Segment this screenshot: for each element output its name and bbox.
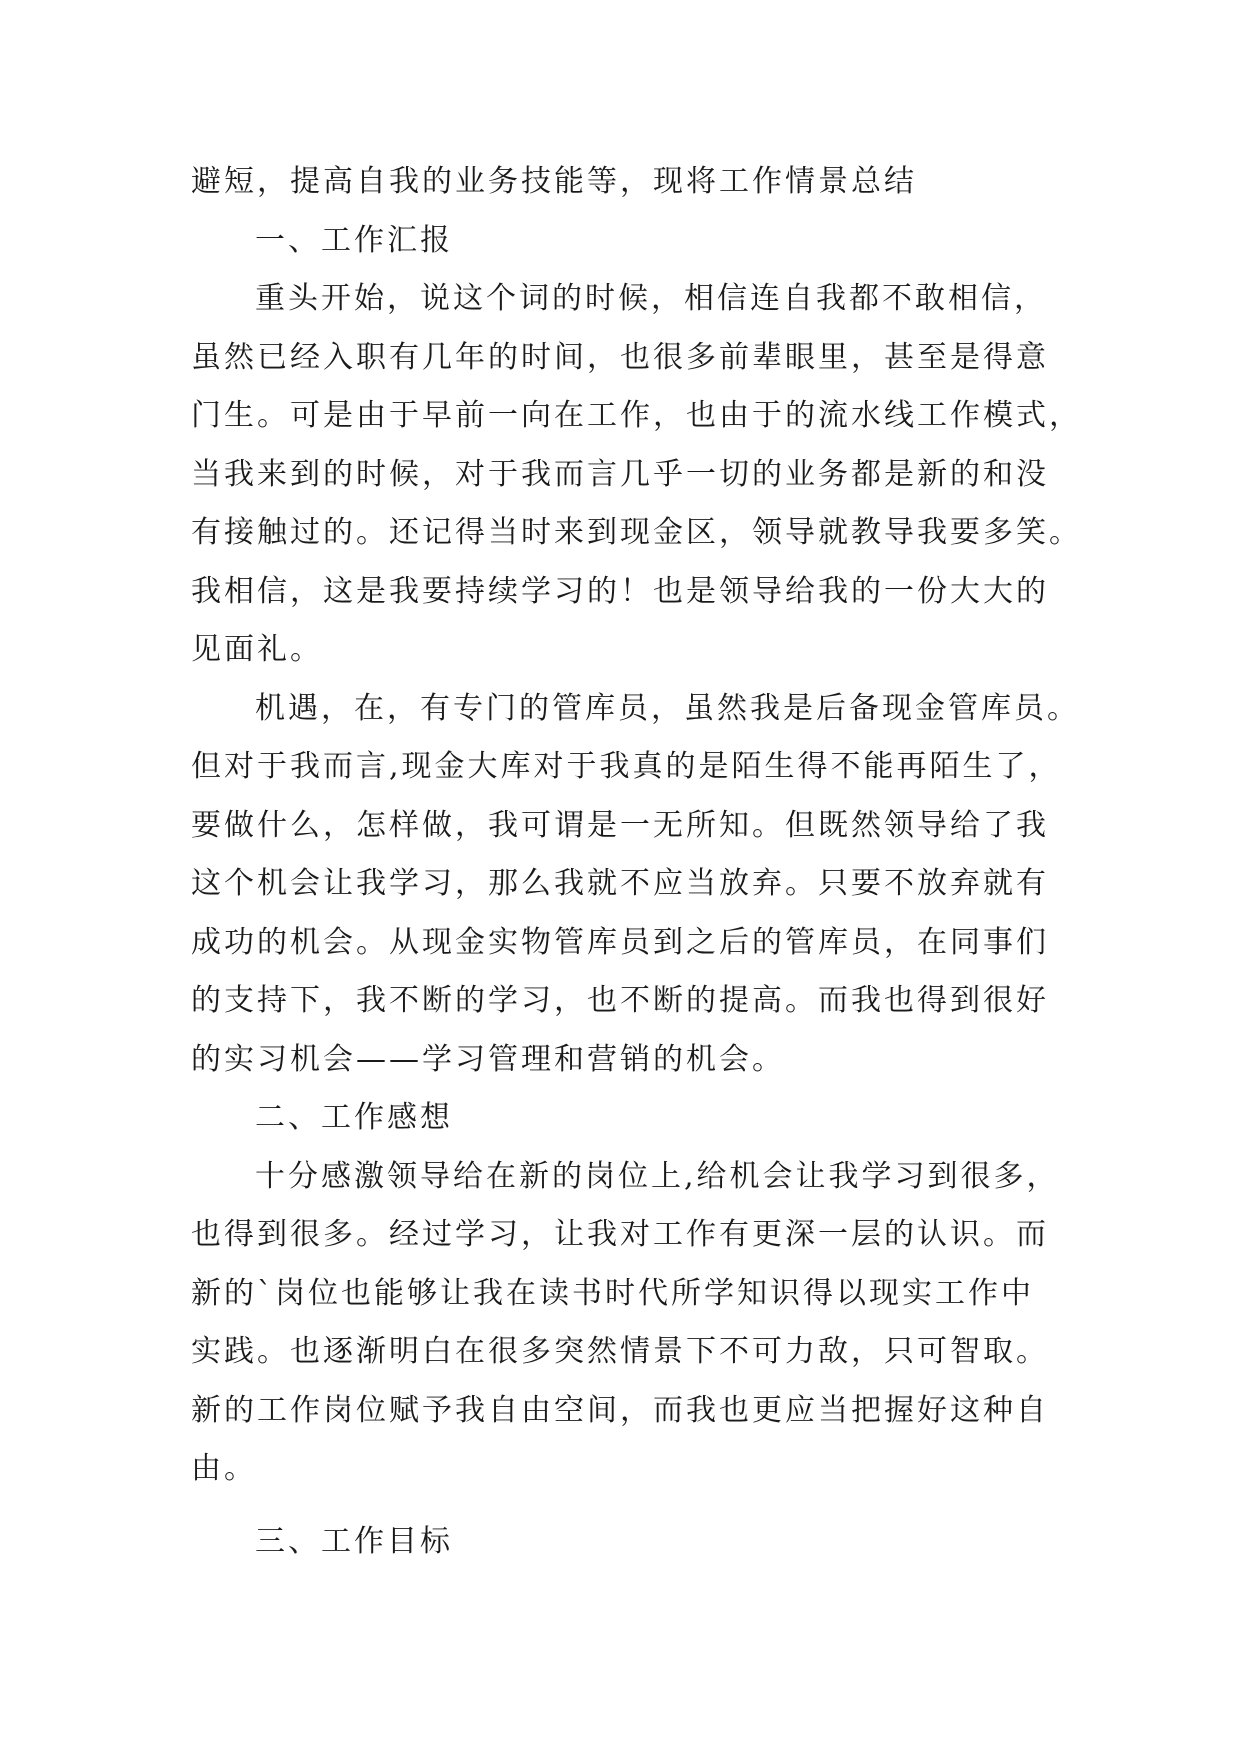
paragraph-line: 门生。可是由于早前一向在工作，也由于的流水线工作模式， xyxy=(191,398,1082,433)
paragraph-line: 我相信，这是我要持续学习的！也是领导给我的一份大大的 xyxy=(191,573,1049,609)
paragraph-line: 十分感激领导给在新的岗位上,给机会让我学习到很多， xyxy=(255,1158,1060,1194)
paragraph-line: 机遇，在，有专门的管库员，虽然我是后备现金管库员。 xyxy=(255,690,1080,726)
paragraph-line: 由。 xyxy=(191,1451,257,1486)
section-heading: 二、工作感想 xyxy=(255,1100,453,1135)
paragraph-line: 避短，提高自我的业务技能等，现将工作情景总结 xyxy=(191,164,917,199)
paragraph-line: 当我来到的时候，对于我而言几乎一切的业务都是新的和没 xyxy=(191,456,1049,492)
paragraph-line: 要做什么，怎样做，我可谓是一无所知。但既然领导给了我 xyxy=(191,807,1049,843)
paragraph-line: 虽然已经入职有几年的时间，也很多前辈眼里，甚至是得意 xyxy=(191,339,1049,375)
paragraph-line: 实践。也逐渐明白在很多突然情景下不可力敌，只可智取。 xyxy=(191,1334,1049,1369)
section-heading: 三、工作目标 xyxy=(255,1523,453,1559)
paragraph-line: 这个机会让我学习，那么我就不应当放弃。只要不放弃就有 xyxy=(191,866,1049,901)
paragraph-line: 成功的机会。从现金实物管库员到之后的管库员，在同事们 xyxy=(191,924,1049,960)
paragraph-line: 的支持下，我不断的学习，也不断的提高。而我也得到很好 xyxy=(191,983,1049,1018)
section-heading: 一、工作汇报 xyxy=(255,222,453,258)
paragraph-line: 见面礼。 xyxy=(191,632,323,667)
paragraph-line: 新的工作岗位赋予我自由空间，而我也更应当把握好这种自 xyxy=(191,1392,1049,1428)
paragraph-line: 但对于我而言,现金大库对于我真的是陌生得不能再陌生了， xyxy=(191,749,1062,784)
paragraph-line: 也得到很多。经过学习，让我对工作有更深一层的认识。而 xyxy=(191,1217,1049,1252)
paragraph-line: 重头开始，说这个词的时候，相信连自我都不敢相信， xyxy=(255,281,1047,316)
paragraph-line: 的实习机会——学习管理和营销的机会。 xyxy=(191,1041,785,1077)
document-body xyxy=(191,153,1082,1571)
paragraph-line: 有接触过的。还记得当时来到现金区，领导就教导我要多笑。 xyxy=(191,515,1082,550)
paragraph-line: 新的`岗位也能够让我在读书时代所学知识得以现实工作中 xyxy=(191,1275,1034,1311)
